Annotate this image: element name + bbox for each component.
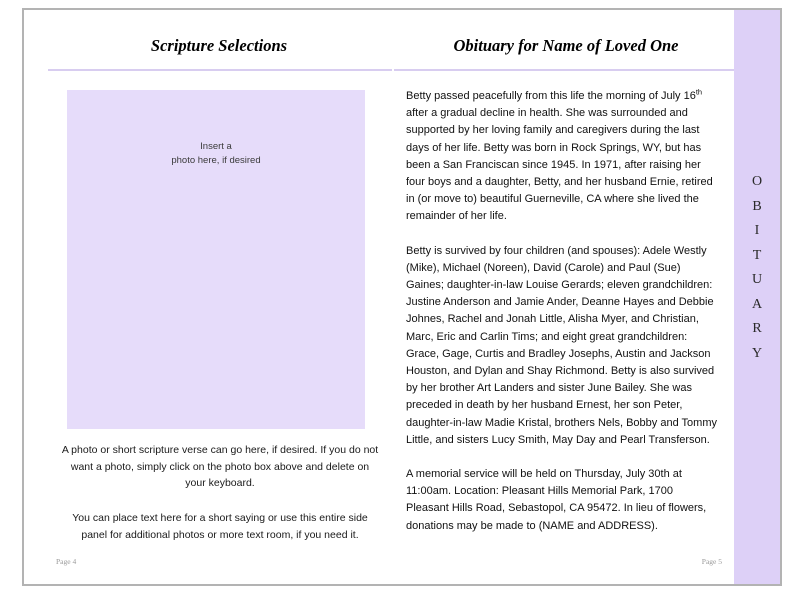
right-header-divider	[394, 69, 736, 71]
right-page-title: Obituary for Name of Loved One	[453, 36, 679, 55]
obituary-body	[406, 88, 718, 552]
obituary-paragraph-2: Betty is survived by four children (and spouses): Adele Westly (Mike), Michael (Noreen), David (Carole) and Paul (Sue) Gaines; daughter-in-law Louise Gerards; eleven grandchildren: Justine Anderson and Jamie Ander, Deanne Hayes and Debbie Johnes, Rachel and Jonah Little, Alisha Myer, and Christian, Marc, Eric and Carlin Tims; and eight great grandchildren: Grace, Gage, Curtis and Bradley Josephs, Austin and Jackson Houston, and Dylan and Shay Richmond. Betty is also survived by her brother Art Landers and sister June Bailey. She was preceded in death by her husband Ernest, her son Peter, daughter-in-law Madie Kristal, brothers Nels, Bobby and Tommy Little, and sisters Lucy Smith, May Day and Pearl Transferson.	[406, 244, 717, 446]
tab-letter: R	[752, 321, 762, 336]
right-page-number: Page 5	[701, 557, 722, 566]
left-page-content	[48, 72, 392, 572]
tab-letter: B	[752, 198, 762, 214]
photo-placeholder-box[interactable]	[67, 90, 365, 429]
tab-letter: Y	[751, 345, 763, 361]
tab-letter: T	[752, 247, 762, 263]
ordinal-suffix: th	[695, 87, 703, 97]
tab-letter: A	[751, 296, 763, 312]
left-page-title: Scripture Selections	[150, 36, 288, 55]
obituary-paragraph-1	[406, 88, 718, 226]
side-panel-instruction-note: You can place text here for a short saying or use this entire side panel for additional photos or more text room, if you need it.	[72, 512, 368, 541]
photo-placeholder-line-1: Insert a	[200, 141, 232, 152]
obituary-paragraph-1-part-2: after a gradual decline in health. She was surrounded and supported by her loving family and caregivers during the last days of her life. Betty was born in Rock Springs, WY, but has been a San Franciscan since 1945. In 1971, after raising her four boys and a daughter, Betty, and her husband Ernie, retired in (or move to) beautiful Guerneville, CA where she lived the remainder of her life.	[406, 107, 713, 223]
obituary-side-tab-label	[734, 170, 780, 366]
tab-letter: I	[754, 223, 760, 238]
tab-letter: U	[751, 272, 763, 287]
obituary-side-tab	[734, 10, 780, 584]
tab-letter: O	[751, 174, 763, 189]
photo-placeholder-line-2: photo here, if desired	[171, 155, 261, 166]
photo-instruction-note: A photo or short scripture verse can go here, if desired. If you do not want a photo, simply click on the photo box above and delete on your keyboard.	[61, 444, 379, 489]
obituary-paragraph-3: A memorial service will be held on Thursday, July 30th at 11:00am. Location: Pleasant Hills Memorial Park, 1700 Pleasant Hills Road, Sebastopol, CA 95472. In lieu of flowers, donations may be made to (NAME and ADDRESS).	[406, 468, 707, 532]
left-header-divider	[48, 69, 392, 71]
photo-placeholder-text	[67, 140, 365, 168]
page-frame	[22, 8, 782, 586]
obituary-paragraph-1-part-1: Betty passed peacefully from this life the morning of July 16	[406, 90, 696, 102]
left-page-number: Page 4	[56, 557, 77, 566]
